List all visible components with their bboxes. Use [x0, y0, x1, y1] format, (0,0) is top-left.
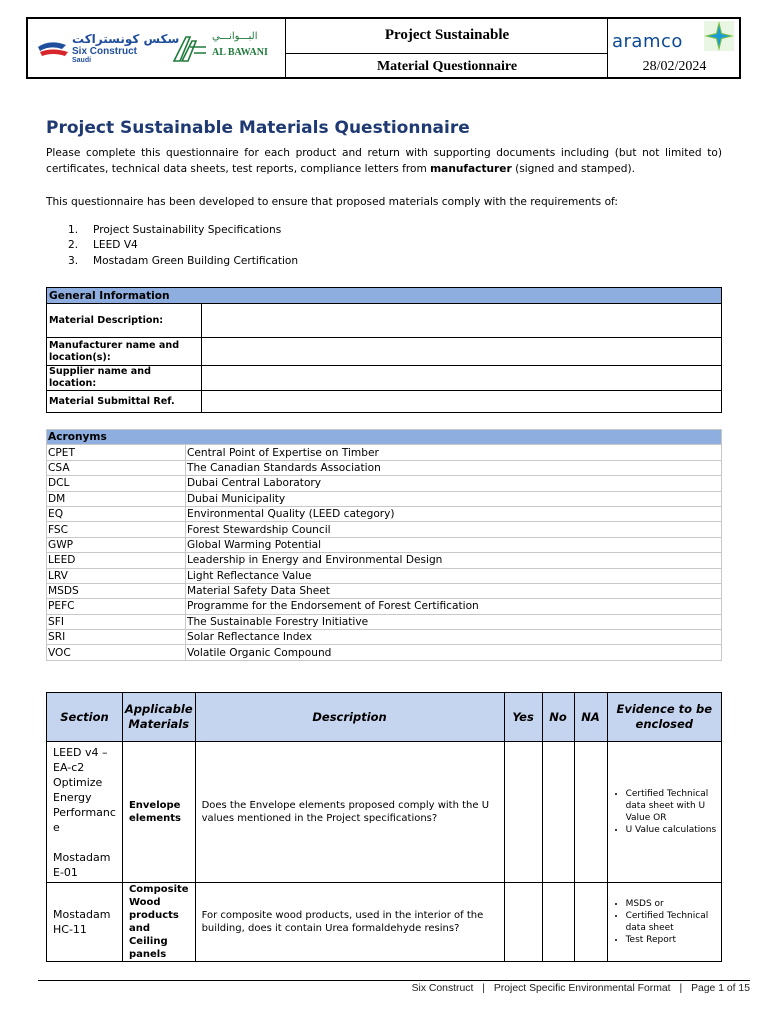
column-header-yes: Yes [504, 693, 542, 742]
evidence-cell [607, 883, 721, 962]
list-number: 2. [68, 239, 79, 252]
section-line: HC-11 [53, 923, 87, 936]
acronym-abbr: GWP [47, 537, 186, 552]
evidence-item: • Test Report [626, 934, 717, 946]
table-row [47, 553, 722, 568]
al-bawani-emblem-icon [172, 33, 208, 63]
acronym-meaning: Dubai Municipality [186, 491, 722, 506]
acronym-abbr: LEED [47, 553, 186, 568]
na-checkbox-cell[interactable] [574, 742, 607, 883]
list-item [68, 254, 298, 269]
acronym-meaning: Central Point of Expertise on Timber [186, 445, 722, 460]
purpose-paragraph: This questionnaire has been developed to ensure that proposed materials comply with the requirements of: [46, 196, 618, 208]
aramco-star-icon [702, 19, 736, 53]
section-line: Mostadam [53, 908, 111, 921]
six-construct-sub: Saudi [72, 57, 92, 64]
materials-cell: Envelope elements [122, 742, 195, 883]
list-number: 1. [68, 224, 79, 236]
table-row [47, 599, 722, 614]
table-row [47, 476, 722, 491]
evidence-item: • U Value calculations [626, 824, 717, 836]
yes-checkbox-cell[interactable] [504, 883, 542, 962]
table-row [47, 645, 722, 660]
list-item [68, 223, 298, 238]
submittal-ref-field[interactable] [202, 391, 722, 413]
section-spacer [53, 835, 116, 850]
list-text: Project Sustainability Specifications [93, 224, 282, 236]
column-header-no: No [542, 693, 574, 742]
acronym-meaning: Material Safety Data Sheet [186, 583, 722, 598]
footer-separator: | [679, 983, 683, 994]
section-line: Optimize [53, 775, 103, 789]
acronym-abbr: FSC [47, 522, 186, 537]
general-info-heading: General Information [47, 288, 722, 304]
section-line: Mostadam [53, 850, 111, 864]
acronym-meaning: Global Warming Potential [186, 537, 722, 552]
acronym-abbr: DCL [47, 476, 186, 491]
acronym-meaning: Solar Reflectance Index [186, 630, 722, 645]
column-header-description: Description [195, 693, 504, 742]
section-line: LEED v4 – [53, 745, 108, 759]
footer-company: Six Construct [411, 983, 474, 994]
requirements-list [68, 223, 298, 269]
section-line: Performanc [53, 805, 116, 819]
description-cell: Does the Envelope elements proposed comply with the U values mentioned in the Project specifications? [195, 742, 504, 883]
table-row [47, 583, 722, 598]
list-item [68, 238, 298, 253]
six-construct-name: Six Construct [72, 46, 138, 57]
evidence-item: • Certified Technical data sheet with U Value OR [626, 788, 717, 824]
manufacturer-label: Manufacturer name and location(s): [47, 338, 202, 366]
section-line: Energy [53, 790, 92, 804]
acronym-meaning: Dubai Central Laboratory [186, 476, 722, 491]
table-row [47, 491, 722, 506]
column-header-section: Section [47, 693, 123, 742]
manufacturer-field[interactable] [202, 338, 722, 366]
header-subtitle: Material Questionnaire [376, 59, 518, 74]
material-description-field[interactable] [202, 304, 722, 338]
list-text: LEED V4 [93, 239, 138, 252]
header-title: Project Sustainable [384, 27, 510, 43]
supplier-label: Supplier name and location: [47, 366, 202, 391]
acronym-meaning: Programme for the Endorsement of Forest Certification [186, 599, 722, 614]
al-bawani-name: AL BAWANI [212, 47, 268, 58]
acronym-abbr: MSDS [47, 583, 186, 598]
header-divider [286, 53, 608, 54]
acronym-abbr: CSA [47, 460, 186, 475]
list-text: Mostadam Green Building Certification [93, 254, 299, 267]
column-header-evidence: Evidence to be enclosed [607, 693, 721, 742]
acronym-abbr: SRI [47, 630, 186, 645]
section-line: E-01 [53, 865, 78, 879]
al-bawani-logo [172, 31, 284, 67]
table-row [47, 630, 722, 645]
column-header-materials: Applicable Materials [122, 693, 195, 742]
na-checkbox-cell[interactable] [574, 883, 607, 962]
column-header-na: NA [574, 693, 607, 742]
six-construct-arabic: سكس كونستراكت [72, 32, 180, 46]
section-cell [47, 742, 123, 883]
footer-page: Page 1 of 15 [691, 983, 750, 994]
header-date: 28/02/2024 [642, 59, 707, 74]
section-line: e [53, 820, 60, 834]
acronym-meaning: Volatile Organic Compound [186, 645, 722, 660]
al-bawani-arabic: البـــوانـــي [212, 31, 258, 42]
submittal-ref-label: Material Submittal Ref. [47, 391, 202, 413]
table-row [47, 445, 722, 460]
aramco-logo [612, 20, 738, 53]
yes-checkbox-cell[interactable] [504, 742, 542, 883]
no-checkbox-cell[interactable] [542, 883, 574, 962]
intro-text-end: (signed and stamped). [511, 162, 635, 175]
table-row [47, 614, 722, 629]
no-checkbox-cell[interactable] [542, 742, 574, 883]
table-row [47, 506, 722, 521]
description-cell: For composite wood products, used in the interior of the building, does it contain Urea formaldehyde resins? [195, 883, 504, 962]
acronym-abbr: PEFC [47, 599, 186, 614]
section-cell [47, 883, 123, 962]
six-construct-emblem-icon [36, 37, 72, 61]
acronym-meaning: The Canadian Standards Association [186, 460, 722, 475]
table-row [47, 883, 722, 962]
intro-bold: manufacturer [430, 162, 512, 175]
acronyms-heading: Acronyms [47, 430, 722, 445]
general-info-table [46, 287, 722, 413]
list-number: 3. [68, 254, 79, 267]
page-footer [412, 983, 750, 994]
supplier-field[interactable] [202, 366, 722, 391]
acronym-meaning: Leadership in Energy and Environmental Design [186, 553, 722, 568]
questionnaire-table [46, 692, 722, 962]
document-header [26, 17, 741, 79]
table-row [47, 537, 722, 552]
footer-rule [38, 980, 750, 981]
table-row [47, 522, 722, 537]
evidence-cell [607, 742, 721, 883]
footer-separator: | [482, 983, 485, 994]
acronym-abbr: LRV [47, 568, 186, 583]
acronym-meaning: Light Reflectance Value [186, 568, 722, 583]
six-construct-logo [36, 31, 180, 67]
table-row [47, 568, 722, 583]
acronym-abbr: EQ [47, 506, 186, 521]
acronym-abbr: SFI [47, 614, 186, 629]
table-row [47, 460, 722, 475]
document-title: Project Sustainable Materials Questionnaire [46, 118, 470, 138]
acronym-abbr: CPET [47, 445, 186, 460]
acronym-abbr: DM [47, 491, 186, 506]
material-description-label: Material Description: [47, 304, 202, 338]
acronym-abbr: VOC [47, 645, 186, 660]
acronym-meaning: The Sustainable Forestry Initiative [186, 614, 722, 629]
evidence-item: • MSDS or [626, 898, 717, 910]
acronym-meaning: Environmental Quality (LEED category) [186, 506, 722, 521]
aramco-wordmark: aramco [612, 31, 683, 52]
acronym-meaning: Forest Stewardship Council [186, 522, 722, 537]
evidence-item: • Certified Technical data sheet [626, 910, 717, 934]
table-row [47, 742, 722, 883]
section-line: EA-c2 [53, 760, 85, 774]
intro-text: Please complete this questionnaire for each product and return with supporting documents including (but not limited to) certificates, technical data sheets, test reports, compliance letters from [46, 147, 722, 175]
materials-cell: Composite Wood products and Ceiling panels [122, 883, 195, 962]
acronyms-table [46, 429, 722, 661]
intro-paragraph [46, 146, 722, 177]
footer-doc: Project Specific Environmental Format [493, 983, 671, 994]
